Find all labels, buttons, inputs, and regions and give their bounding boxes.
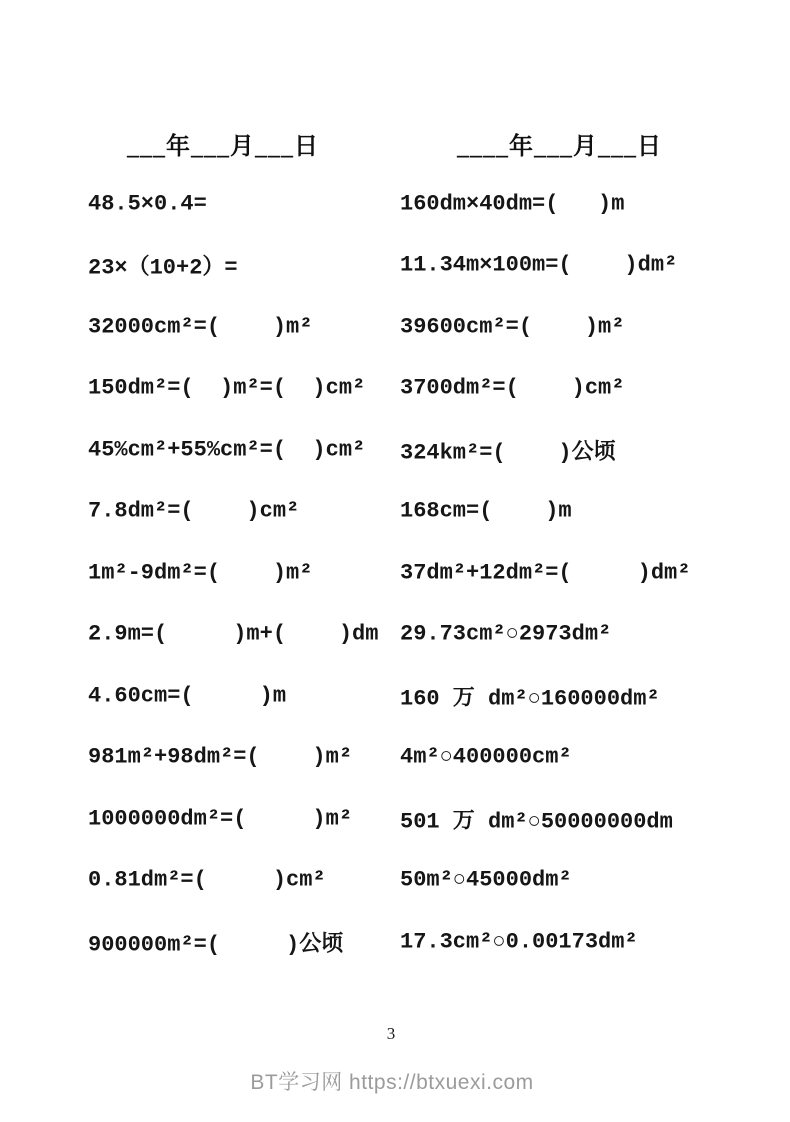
problem-right: 4m²○400000cm²	[400, 744, 572, 770]
problem-left: 981m²+98dm²=( )m²	[88, 744, 353, 770]
problem-right: 11.34m×100m=( )dm²	[400, 252, 678, 278]
problem-left: 45%cm²+55%cm²=( )cm²	[88, 437, 366, 463]
problem-right: 501 万 dm²○50000000dm	[400, 809, 673, 835]
problem-left: 1m²-9dm²=( )m²	[88, 560, 313, 586]
worksheet-row	[0, 419, 790, 481]
problem-left: 1000000dm²=( )m²	[88, 806, 353, 832]
problem-left: 900000m²=( )公顷	[88, 932, 344, 958]
problem-right: 37dm²+12dm²=( )dm²	[400, 560, 691, 586]
problem-right: 160 万 dm²○160000dm²	[400, 686, 660, 712]
date-header-right: ____年___月___日	[457, 134, 662, 160]
problem-left: 2.9m=( )m+( )dm	[88, 621, 379, 647]
page-number: 3	[386, 1024, 396, 1043]
worksheet-row	[0, 173, 790, 235]
worksheet-row	[0, 604, 790, 666]
problem-right: 39600cm²=( )m²	[400, 314, 625, 340]
problem-left: 150dm²=( )m²=( )cm²	[88, 375, 366, 401]
worksheet-row	[0, 911, 790, 973]
problem-right: 168cm=( )m	[400, 498, 572, 524]
watermark-text: BT学习网 https://btxuexi.com	[250, 1071, 534, 1094]
worksheet-row	[0, 788, 790, 850]
problem-left: 0.81dm²=( )cm²	[88, 867, 326, 893]
worksheet-row	[0, 727, 790, 789]
problem-left: 4.60cm=( )m	[88, 683, 287, 709]
worksheet-row	[0, 542, 790, 604]
problem-left: 7.8dm²=( )cm²	[88, 498, 300, 524]
problem-left: 23×（10+2）=	[88, 255, 238, 281]
problem-left: 48.5×0.4=	[88, 191, 207, 217]
worksheet-row	[0, 235, 790, 297]
worksheet-row	[0, 296, 790, 358]
problem-right: 160dm×40dm=( )m	[400, 191, 625, 217]
worksheet-row	[0, 358, 790, 420]
worksheet-row	[0, 850, 790, 912]
problem-right: 50m²○45000dm²	[400, 867, 572, 893]
problem-list	[0, 173, 790, 973]
problem-left: 32000cm²=( )m²	[88, 314, 313, 340]
worksheet-row	[0, 665, 790, 727]
worksheet-row	[0, 481, 790, 543]
problem-right: 29.73cm²○2973dm²	[400, 621, 612, 647]
problem-right: 324km²=( )公顷	[400, 440, 616, 466]
date-header-left: ___年___月___日	[127, 134, 319, 160]
problem-right: 3700dm²=( )cm²	[400, 375, 625, 401]
problem-right: 17.3cm²○0.00173dm²	[400, 929, 638, 955]
